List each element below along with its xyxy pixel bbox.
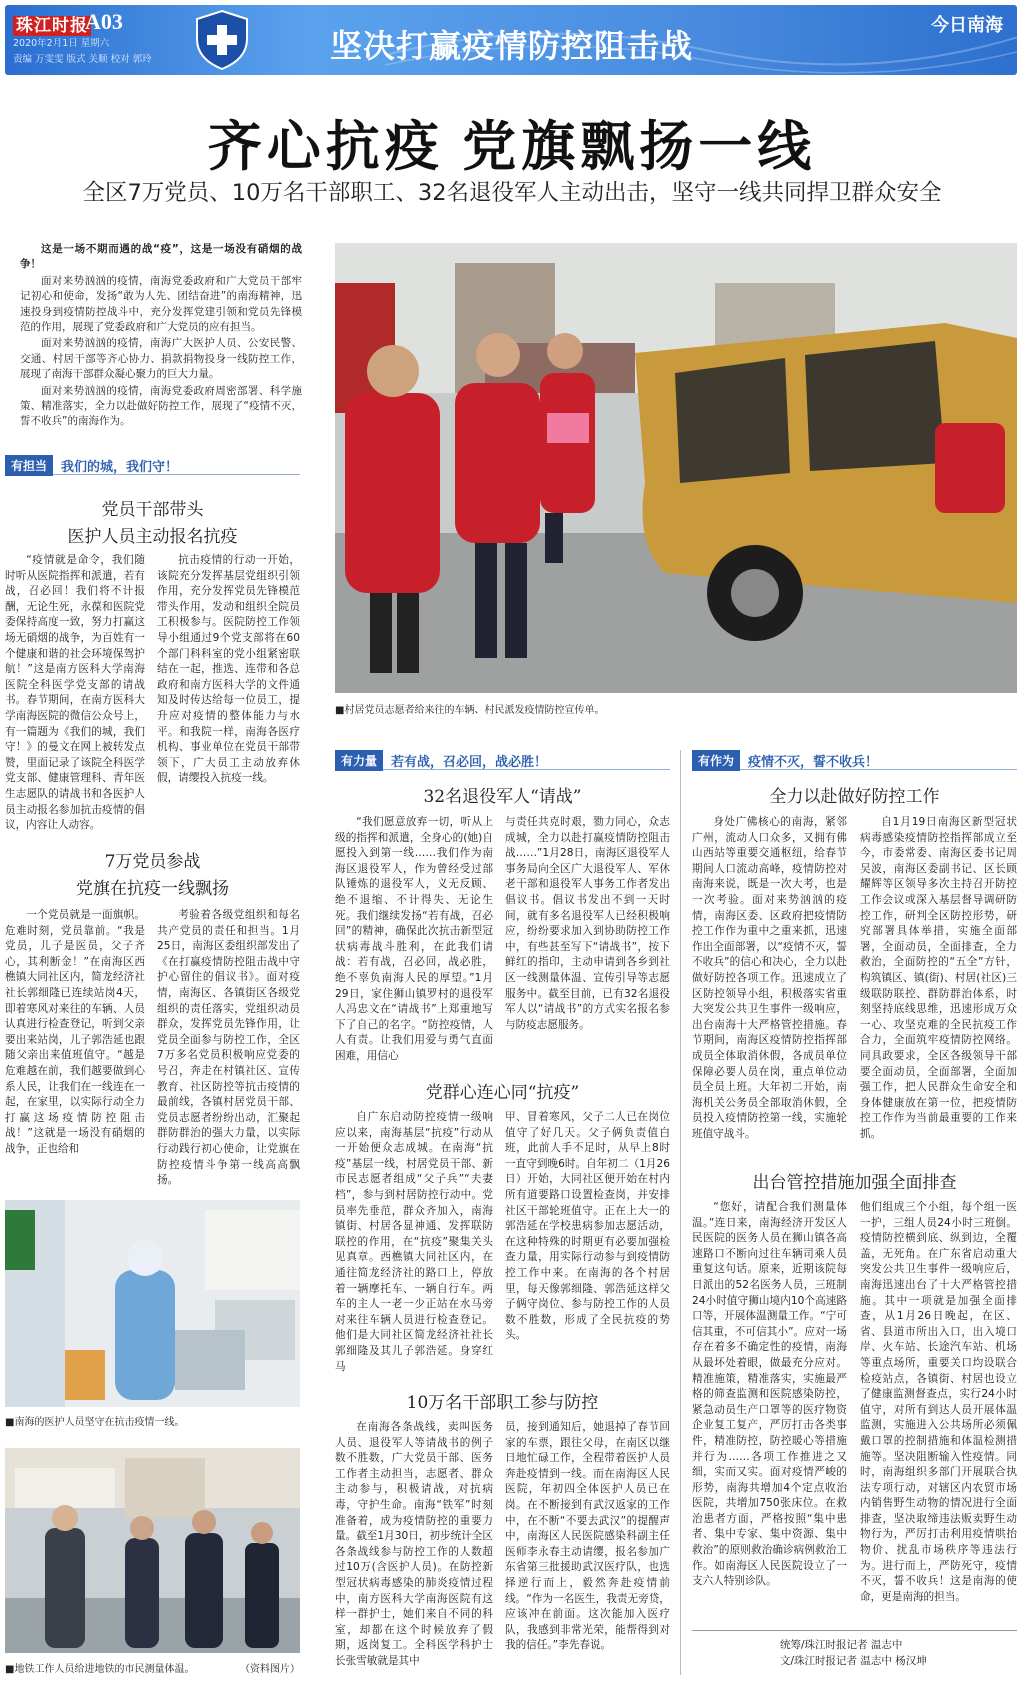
story-heading: 32名退役军人“请战” xyxy=(423,787,582,807)
header-banner xyxy=(5,5,1017,75)
story-column xyxy=(157,553,300,818)
section-tag-mid xyxy=(335,750,670,770)
photo-caption: ■村居党员志愿者给来往的车辆、村民派发疫情防控宣传单。 xyxy=(335,705,605,716)
story-text: 他们组成三个小组，每个组一医一护，三组人员24小时三班倒。疫情防控横到底、纵到边，全覆盖，无死角。在广东省启动重大突发公共卫生事件一级响应后，南海迅速出台了十大严格管控措施。其中一项就是加强全面排查，从1月26日晚起，在区、省、县道市所出入口，出入境口岸、火车站、长途汽车站、机场等重点场所，重要关口均设联合检疫站点，各镇街、村居也设立了健康监测督查点，实行24小时值守，对所有到达人员开展体温监测，实施进入公共场所必须佩戴口罩的控制措施和体温检测措施等。坚决阻断输入性疫情。同时，南海组织多部门开展联合执法专项行动，对辖区内农贸市场内销售野生动物的情况进行全面排查，坚决取缔违法贩卖野生动物行为，严厉打击利用疫情哄抬物价、扰乱市场秩序等违法行为。进行而上，严防死守，疫情不灭，誓不收兵！这是南海的使命，更是南海的担当。 xyxy=(860,1201,1017,1603)
story-heading: 党群心连心同“抗疫” xyxy=(425,1083,580,1103)
story-text: 一个党员就是一面旗帜。危难时刻，党员靠前。“我是党员，儿子是医员，父子齐心，其利断金！”在南海区西樵镇大同社区内，简龙经济社社长郭细隆已连续站岗4天，即着寒风对来往的车辆、人员认真进行检查登记，听到父亲要出来站岗，儿子郭浩延也跟随父亲出来值班值守。“越是危难越在前，我们越要做到心系人民，让我们在一线连在一起，在家里，以实际行动全力打赢这场疫情防控阻击战！”这就是一场没有硝烟的战争，正也给和 xyxy=(5,909,145,1155)
byline-rule xyxy=(692,1630,1017,1631)
photo-caption: ■南海的医护人员坚守在抗击疫情一线。 xyxy=(5,1417,185,1428)
lead-text xyxy=(20,242,302,431)
tag-slogan: 我们的城，我们守！ xyxy=(61,459,179,475)
story-text: “您好，请配合我们测量体温。”连日来，南海经济开发区人民医院的医务人员在狮山镇各高速路口不断向过往车辆司乘人员重复这句话。原来，近期该院每日派出的52名医务人员，三班制24小时值守狮山境内10个高速路口等，开展体温测量工作。“宁可信其重，不可信其小”。应对一场存在着多不确定性的疫情，南海从最坏处着眼，做最充分应对。精准施策，精准落实，实施最严格的筛查监测和医院感染防控，紧急动员生产口罩等的医疗物资企业复工复产，严厉打击各类事件，精准防控，防控暖心等措施并行为……各项工作推进之又细，实而又实。面对疫情严峻的形势，南海共增加4个定点收治医院，共增加750张床位。在救治患者方面，严格按照“集中患者、集中专家、集中资源、集中救治”的原则救治确诊病例救治工作。如南海区人民医院设立了一支六人特别诊队。 xyxy=(692,1201,847,1588)
heading-line: 党员干部带头 xyxy=(101,500,204,520)
story-heading: 10万名干部职工参与防控 xyxy=(406,1393,599,1413)
shield-cross-icon xyxy=(193,9,251,71)
headline-subtitle: 全区7万党员、10万名干部职工、32名退役军人主动出击，坚守一线共同捍卫群众安全 xyxy=(82,180,942,206)
story-text: 身处广佛核心的南海，紧邻广州，流动人口众多，又拥有佛山西站等重要交通枢纽，给春节期间人口流动高峰，疫情防控对南海来说，既是一次大考，也是一次考验。面对来势汹汹的疫情，南海区委、区政府把疫情防控工作作为重中之重来抓，迅速作出全面部署，以“疫情不灭，誓不收兵”的信心和决心，全力以赴做好防控各项工作。迅速成立了区防控领导小组，积极落实省重大突发公共卫生事件一级响应，出台南海十大严格管控措施。春节期间，南海区疫情防控指挥部成员全体取消休假，各成员单位保障必要人员在岗，重点单位动员全员上班。大年初二开始，南海机关公务员全部取消休假，全员投入疫情防控第一线，实施轮班值守战斗。 xyxy=(692,816,847,1140)
story-heading: 全力以赴做好防控工作 xyxy=(769,787,940,807)
story-text: 考验着各级党组织和每名共产党员的责任和担当。1月25日，南海区委组织部发出了《在打赢疫情防控阻击战中守护心留住的倡议书》。面对疫情，南海区、各镇街区各级党组织的责任落实，党组织动员群众，发挥党员先锋作用，让党员全面参与防控工作，全区7万多名党员积极响应党委的号召，奔走在村镇社区、宣传教育、社区防控等抗击疫情的最前线，各镇村居党员干部、党员志愿者纷纷出动，汇聚起群防群治的强大力量，以实际行动践行初心使命，让党旗在防控疫情斗争第一线高高飘扬。 xyxy=(157,909,300,1187)
lead-paragraph: 面对来势汹汹的疫情，南海广大医护人员、公安民警、交通、村居干部等齐心协力、捐款捐物投身一线防控工作，展现了南海干部群众凝心聚力的巨大力量。 xyxy=(20,337,302,381)
section-tag-right xyxy=(692,750,1017,770)
page-number: A03 xyxy=(85,9,123,34)
tag-label: 有担当 xyxy=(5,455,53,476)
medic-illustration xyxy=(5,1200,300,1407)
story-column xyxy=(335,1420,493,1675)
story-column xyxy=(5,553,145,832)
story-column xyxy=(505,1420,670,1675)
story-column xyxy=(860,815,1017,1160)
photo-main xyxy=(335,243,1017,693)
newspaper-brand: 珠江时报 xyxy=(13,11,91,36)
story-column xyxy=(860,1200,1017,1615)
story-text: 与责任共克时艰，勠力同心，众志成城，全力以赴打赢疫情防控阻击战……”1月28日，南海区退役军人事务局向全区广大退役军人、军休老干部和退役军人事务工作者发出倡议书。倡议书发出不到一天时间，就有多名退役军人已经积极响应，纷纷要求加入到协助防控工作中，有些甚至写下“请战书”，按下鲜红的指印，主动申请到各乡到社区一线测量体温、宣传引导等志愿服务中。截至目前，已有32名退役军人以“请战书”的方式实名报名参与防疫志愿服务。 xyxy=(505,816,670,1031)
story-text: 在南海各条战线，卖叫医务人员、退役军人等请战书的例子数不胜数，广大党员干部、医务工作者主动担当，志愿者、群众主动参与，积极请战，对抗病毒，守护生命。南海“铁军”时刻准备着，成为疫情防控的重要力量。截至1月30日，初步统计全区各条战线参与防控工作的人数超过10万(含医护人员)。在防控新型冠状病毒感染的肺炎疫情过程中，南方医科大学南海医院有这样一群护士，她们来自不同的科室，却都在这个时候放弃了假期，返岗复工。全科医学科护士长张雪敏就是其中 xyxy=(335,1421,493,1667)
section-tag-left xyxy=(5,455,300,475)
photo-caption: ■地铁工作人员给进地铁的市民测量体温。 xyxy=(5,1664,195,1675)
story-column xyxy=(5,908,145,1174)
photo-medic xyxy=(5,1200,300,1407)
story-text: “疫情就是命令，我们随时听从医院指挥和派遣，若有战，召必回！我们将不计报酬，无论生死，永葆和医院党委保持高度一致，努力打赢这场无硝烟的战争，为百姓有一个健康和谐的社会环境保驾护航！”这是南方医科大学南海医院全科医学党支部的请战书。春节期间，在南方医科大学南海医院的微信公众号上，有一篇题为《我们的城，我们守！》的曼文在网上被转发点赞，里面记录了该院全科医学党支部、健康管理科、青年医生志愿队的请战书和各医护人员主动报名参加抗击疫情的倡议，内容让人动容。 xyxy=(5,554,145,832)
story-column xyxy=(505,815,670,1070)
lead-paragraph: 面对来势汹汹的疫情，南海党委政府周密部署、科学施策、精准落实，全力以赴做好防控工作，展现了“疫情不灭，誓不收兵”的南海作为。 xyxy=(20,384,302,428)
story-text: 员，接到通知后，她退掉了春节回家的车票，跟往父母，在南区以继日地忙碌工作，全程带着医护人员奔赴疫情到一线。而在南海区人民医院，年初四全体医护人员已在岗。在不断接到有武汉返家的工作中，在不断“不要去武汉”的提醒声中，南海区人民医院感染科副主任医师李永春主动请缨，报名参加广东省第三批援助武汉医疗队，也选择逆行而上，毅然奔赴疫情前线。“作为一名医生，我责无旁贷，应该冲在前面。这次能加入医疗队，我感到非常光荣，能帮得到对我的信任。”李先春说。 xyxy=(505,1421,670,1652)
byline-line: 文/珠江时报记者 温志中 杨汉坤 xyxy=(780,1655,927,1667)
volunteers-illustration xyxy=(335,243,1017,693)
metro-illustration xyxy=(5,1448,300,1653)
issue-date: 2020年2月1日 星期六 xyxy=(13,38,110,49)
heading-line: 党旗在抗疫一线飘扬 xyxy=(76,879,229,899)
tag-slogan: 若有战，召必回，战必胜！ xyxy=(391,754,548,770)
edition-name: 今日南海 xyxy=(931,15,1003,36)
story-text: 抗击疫情的行动一开始，该院充分发挥基层党组织引领作用，充分发挥党员先锋模范带头作用，发动和组织全院员工积极参与。医院防控工作领导小组通过9个党支部将在60个部门科科室的党小组紧密联结在一起，推选、连带和各总政府和南方医科大学的文件通知及时传达给每一位员工，提升应对疫情的整体能力与水平。和我院一样，南海各医疗机构、事业单位在党员干部带领下，广大员工主动放弃休假，请缨投入抗疫一线。 xyxy=(157,554,300,785)
story-heading: 出台管控措施加强全面排查 xyxy=(752,1173,957,1193)
main-headline: 齐心抗疫 党旗飘扬一线 xyxy=(207,117,817,177)
lead-paragraph: 这是一场不期而遇的战“疫”，这是一场没有硝烟的战争！ xyxy=(20,243,302,271)
tag-slogan: 疫情不灭，誓不收兵！ xyxy=(748,754,879,770)
column-divider xyxy=(680,750,681,1675)
story-text: 甲、冒着寒风，父子二人已在岗位值守了好几天。父子俩负责值白班，此前人手不足时，从早上8时一直守到晚6时。自年初二（1月26日）开始，大同社区便开始在村内所有道要路口设置检查岗，并安排社区干部轮班值守。正在上大一的郭浩延在学校患病参加志愿活动，在这种特殊的时期更有必要加强检查力量，用实际行动参与到疫情防控工作中来。在南海的各个村居里，每天像郭细隆、郭浩延这样父子俩守岗位、参与防控工作的人员数不胜数，形成了全民抗疫的势头。 xyxy=(505,1111,670,1342)
story-text: 自1月19日南海区新型冠状病毒感染疫情防控指挥部成立至今，市委常委、南海区委书记周吴波，南海区委副书记、区长顾耀辉等区领导多次主持召开防控工作会议或深入基层督导调研防控工作，研判全区防控形势，研究部署具体举措，实施全面部署，全面动员，全面排查，全力救治，全面防控的“五全”方针，构筑镇区、镇(街)、村居(社区)三级联防联控、群防群治体系，时刻坚持底线思维，迅速形成万众一心、攻坚克难的全民抗疫工作合力，全面筑牢疫情防控网络。同具政要求，全区各级领导干部要全面动员，全面部署，全面加强工作，把人民群众生命安全和身体健康放在第一位，把疫情防控工作作为当前最重要的工作来抓。 xyxy=(860,816,1017,1140)
photo-metro xyxy=(5,1448,300,1653)
story-text: “我们愿意放弃一切，听从上级的指挥和派遣，全身心的(她)自愿投入到第一线……我们作为南海区退役军人，作为曾经受过部队锤炼的退役军人，义无反顾、绝不退缩、不计得失、无论生死。我们继续发扬“若有战，召必回”的精神，确保此次抗击新型冠状病毒战斗胜利，在此我们请战：若有战，召必回，战必胜，绝不辜负南海人民的厚望。”1月29日，家住狮山镇罗村的退役军人冯忠文在“请战书”上郑重地写下了自己的名字。“防控疫情，人人有责。让我们用爱与勇气直面困难，用信心 xyxy=(335,816,493,1062)
story-column xyxy=(335,815,493,1070)
story-column xyxy=(692,815,847,1160)
story-column xyxy=(335,1110,493,1375)
byline-line: 统筹/珠江时报记者 温志中 xyxy=(780,1639,903,1651)
story-text: 自广东启动防控疫情一级响应以来，南海基层“抗疫”行动从一开始便众志成城。在南海“抗疫”基层一线，村居党员干部、新市民志愿者组成“父子兵”“夫妻档”，参与到村居防控行动中。党员率先垂范，群众齐加入，南海镇街、村居各显神通、发挥联防联控的作用，在“抗疫”聚集关头见真章。西樵镇大同社区内，在通往简龙经济社的路口上，停放着一辆摩托车、一辆自行车。两车的主人一老一少正站在水马旁对来往车辆人员进行检查登记。他们是大同社区简龙经济社社长郭细隆及其儿子郭浩延。身穿红马 xyxy=(335,1111,493,1373)
section-theme: 坚决打赢疫情防控阻击战 xyxy=(330,27,694,65)
editors-line: 责编 万雯雯 版式 关顺 校对 郭玲 xyxy=(13,54,152,65)
heading-line: 医护人员主动报名抗疫 xyxy=(67,527,238,547)
story-column xyxy=(505,1110,670,1375)
byline xyxy=(780,1637,1017,1669)
story-heading xyxy=(5,495,300,547)
heading-line: 7万党员参战 xyxy=(104,852,201,872)
photo-credit: （资料图片） xyxy=(240,1664,300,1675)
lead-paragraph: 面对来势汹汹的疫情，南海党委政府和广大党员干部牢记初心和使命，发扬“敢为人先、团结奋进”的南海精神，迅速投身到疫情防控战斗中，充分发挥党建引领和党员先锋模范的作用，展现了党委政府和广大党员的应有担当。 xyxy=(20,274,302,334)
tag-label: 有作为 xyxy=(692,750,740,771)
tag-label: 有力量 xyxy=(335,750,383,771)
story-heading xyxy=(5,847,300,899)
story-column xyxy=(692,1200,847,1615)
story-column xyxy=(157,908,300,1187)
